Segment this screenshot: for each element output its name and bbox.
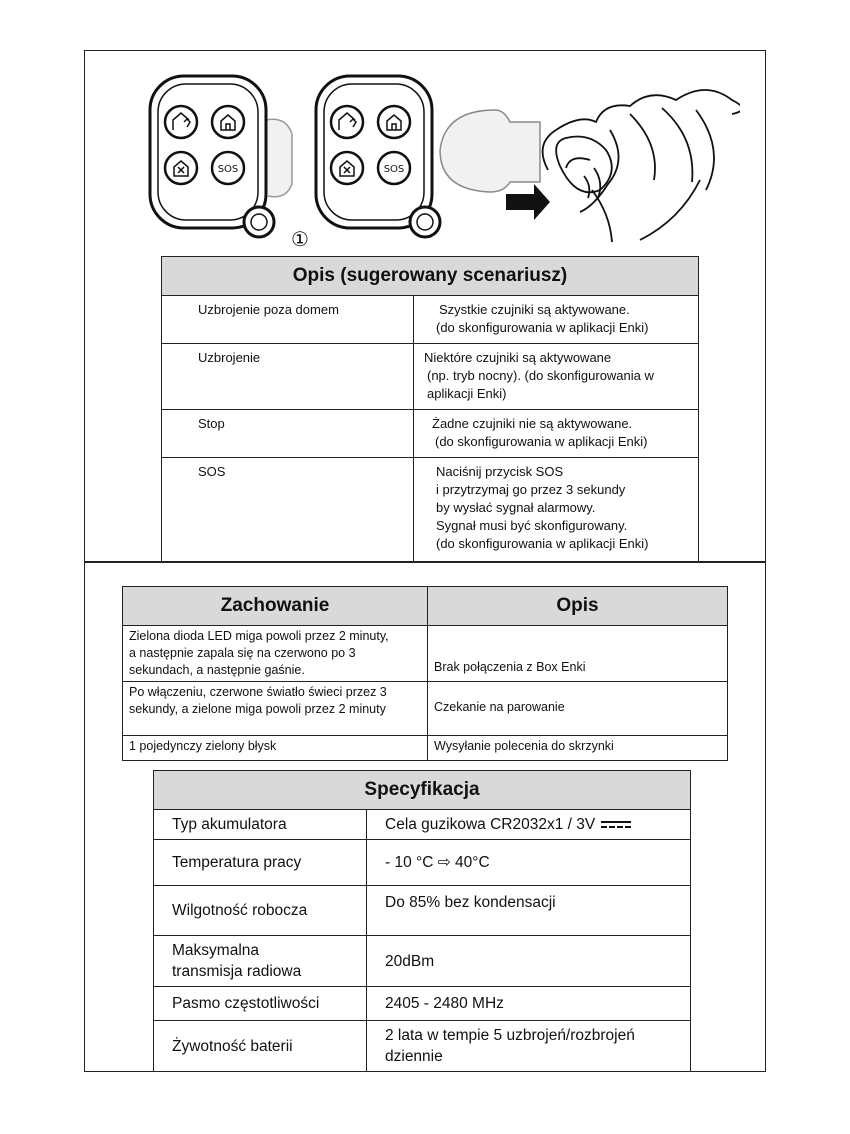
- table-row: [154, 810, 691, 840]
- desc-line: by wysłać sygnał alarmowy.: [436, 500, 596, 515]
- behavior-line: Po włączeniu, czerwone światło świeci przez 3: [129, 685, 387, 699]
- behavior-header: Zachowanie: [123, 587, 428, 626]
- mode-cell: SOS: [162, 458, 414, 562]
- mode-cell: Uzbrojenie poza domem: [162, 296, 414, 344]
- spec-label: Temperatura pracy: [154, 840, 367, 886]
- desc-cell: [414, 344, 699, 410]
- scenario-table-title: Opis (sugerowany scenariusz): [162, 257, 699, 296]
- dc-symbol-icon: [601, 820, 631, 829]
- desc-cell: [414, 410, 699, 458]
- behavior-line: Zielona dioda LED miga powoli przez 2 minuty,: [129, 629, 389, 643]
- spec-value: 20dBm: [367, 936, 691, 987]
- table-row: [162, 344, 699, 410]
- spec-value-line: 2 lata w tempie 5 uzbrojeń/rozbrojeń: [385, 1027, 635, 1044]
- mode-cell: Stop: [162, 410, 414, 458]
- table-row: [123, 736, 728, 761]
- key-fob-1: [150, 76, 292, 237]
- mode-cell: Uzbrojenie: [162, 344, 414, 410]
- behavior-table: [122, 586, 728, 761]
- desc-line: (do skonfigurowania w aplikacji Enki): [435, 434, 648, 449]
- behavior-desc-cell: Czekanie na parowanie: [428, 682, 728, 736]
- behavior-cell: [123, 682, 428, 736]
- spec-value: Do 85% bez kondensacji: [367, 886, 691, 936]
- desc-line: (do skonfigurowania w aplikacji Enki): [436, 536, 649, 551]
- table-row: [162, 296, 699, 344]
- spec-value: - 10 °C ⇨ 40°C: [367, 840, 691, 886]
- behavior-cell: [123, 736, 428, 761]
- desc-line: (do skonfigurowania w aplikacji Enki): [436, 320, 649, 335]
- table-row: [154, 1021, 691, 1072]
- spec-value: [367, 810, 691, 840]
- behavior-cell: [123, 626, 428, 682]
- behavior-line: sekundach, a następnie gaśnie.: [129, 663, 305, 677]
- behavior-line: a następnie zapala się na czerwono po 3: [129, 646, 356, 660]
- spec-label: Żywotność baterii: [154, 1021, 367, 1072]
- spec-label: Wilgotność robocza: [154, 886, 367, 936]
- behavior-desc-cell: Wysyłanie polecenia do skrzynki: [428, 736, 728, 761]
- sos-label-2: SOS: [383, 164, 405, 175]
- table-row: [162, 410, 699, 458]
- battery-tab-pulled: [440, 110, 540, 192]
- behavior-desc-cell: Brak połączenia z Box Enki: [428, 626, 728, 682]
- spec-value: [367, 1021, 691, 1072]
- step-marker: ①: [291, 227, 309, 250]
- spec-value-line: Cela guzikowa CR2032x1 / 3V: [385, 816, 596, 833]
- spec-label: Pasmo częstotliwości: [154, 987, 367, 1021]
- spec-value-line: dziennie: [385, 1048, 443, 1065]
- spec-value: 2405 - 2480 MHz: [367, 987, 691, 1021]
- pull-arrow-icon: [506, 184, 550, 220]
- desc-cell: [414, 458, 699, 562]
- desc-line: Niektóre czujniki są aktywowane: [424, 350, 612, 365]
- spec-label-line: Maksymalna: [172, 942, 259, 959]
- spec-label: Typ akumulatora: [154, 810, 367, 840]
- desc-line: Sygnał musi być skonfigurowany.: [436, 518, 628, 533]
- table-row: [154, 886, 691, 936]
- desc-line: (np. tryb nocny). (do skonfigurowania w: [427, 368, 654, 383]
- sos-label: SOS: [217, 164, 239, 175]
- desc-cell: [414, 296, 699, 344]
- table-row: [162, 458, 699, 562]
- behavior-line: sekundy, a zielone miga powoli przez 2 minuty: [129, 702, 386, 716]
- spec-table: [153, 770, 691, 1072]
- table-row: [154, 840, 691, 886]
- scenario-table: [161, 256, 699, 562]
- table-row: [154, 987, 691, 1021]
- table-row: [123, 626, 728, 682]
- desc-line: Żadne czujniki nie są aktywowane.: [432, 416, 633, 431]
- desc-line: aplikacji Enki): [427, 386, 507, 401]
- description-header: Opis: [428, 587, 728, 626]
- hand-illustration: [543, 90, 740, 242]
- battery-tab-1: [266, 119, 292, 197]
- behavior-line: 1 pojedynczy zielony błysk: [129, 739, 277, 753]
- desc-line: i przytrzymaj go przez 3 sekundy: [436, 482, 626, 497]
- desc-line: Szystkie czujniki są aktywowane.: [439, 302, 630, 317]
- remote-illustration: [140, 70, 740, 250]
- table-row: [154, 936, 691, 987]
- desc-line: Naciśnij przycisk SOS: [436, 464, 564, 479]
- spec-label-line: transmisja radiowa: [172, 963, 302, 980]
- spec-table-title: Specyfikacja: [154, 771, 691, 810]
- key-fob-2: [316, 76, 440, 237]
- spec-label: [154, 936, 367, 987]
- table-row: [123, 682, 728, 736]
